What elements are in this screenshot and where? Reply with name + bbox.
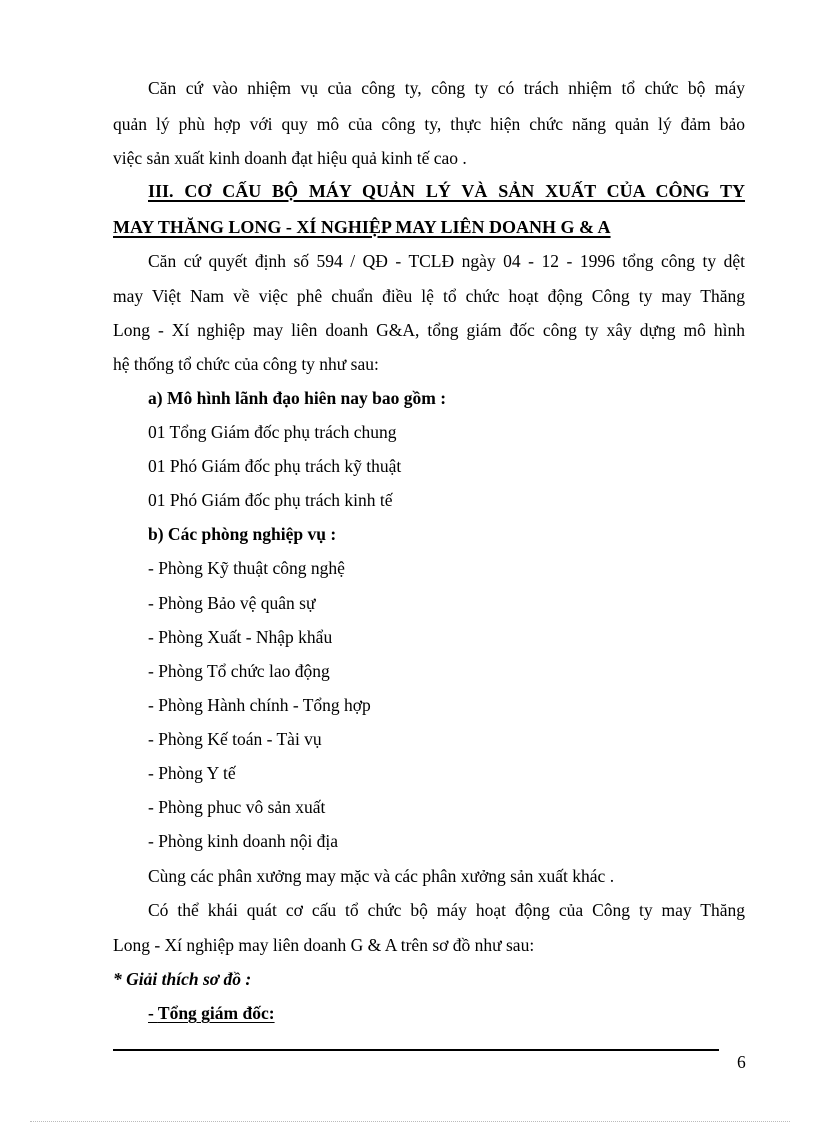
department-item: - Phòng Y tế — [148, 763, 236, 783]
departments-title: b) Các phòng nghiệp vụ : — [148, 524, 337, 544]
intro-line-2: quản lý phù hợp với quy mô của công ty, thực hiện chức năng quản lý đảm bảo — [113, 114, 745, 134]
page-number: 6 — [737, 1052, 746, 1072]
page-bottom-dotted-border — [30, 1121, 790, 1122]
department-item: - Phòng Kỹ thuật công nghệ — [148, 558, 345, 578]
department-item: - Phòng phuc vô sản xuất — [148, 797, 326, 817]
basis-line-1: Căn cứ quyết định số 594 / QĐ - TCLĐ ngày 04 - 12 - 1996 tổng công ty dệt — [148, 251, 745, 271]
overview-line-1: Có thể khái quát cơ cấu tổ chức bộ máy hoạt động của Công ty may Thăng — [148, 900, 745, 920]
department-item: - Phòng Hành chính - Tổng hợp — [148, 695, 371, 715]
workshops-line: Cùng các phân xưởng may mặc và các phân xưởng sản xuất khác . — [148, 866, 615, 886]
explain-sub-prefix: - — [148, 1003, 158, 1023]
department-item: - Phòng kinh doanh nội địa — [148, 831, 339, 851]
intro-line-3: việc sản xuất kinh doanh đạt hiệu quả kinh tế cao . — [113, 148, 467, 168]
section-heading-line-1: III. CƠ CẤU BỘ MÁY QUẢN LÝ VÀ SẢN XUẤT CỦA CÔNG TY — [148, 181, 745, 201]
explain-subheading — [148, 1001, 745, 1025]
department-item: - Phòng Bảo vệ quân sự — [148, 593, 316, 613]
leadership-title: a) Mô hình lãnh đạo hiên nay bao gồm : — [148, 388, 447, 408]
overview-line-2: Long - Xí nghiệp may liên doanh G & A trên sơ đồ như sau: — [113, 935, 535, 955]
basis-line-3: Long - Xí nghiệp may liên doanh G&A, tổng giám đốc công ty xây dựng mô hình — [113, 320, 745, 340]
department-item: - Phòng Kế toán - Tài vụ — [148, 729, 322, 749]
explain-title: * Giải thích sơ đồ : — [113, 969, 252, 989]
intro-line-1: Căn cứ vào nhiệm vụ của công ty, công ty có trách nhiệm tổ chức bộ máy — [148, 78, 745, 98]
basis-line-4: hệ thống tổ chức của công ty như sau: — [113, 354, 379, 374]
explain-sub-label: Tổng giám đốc: — [157, 1003, 275, 1023]
leadership-item: 01 Phó Giám đốc phụ trách kinh tế — [148, 490, 393, 510]
leadership-item: 01 Tổng Giám đốc phụ trách chung — [148, 422, 397, 442]
department-item: - Phòng Tổ chức lao động — [148, 661, 330, 681]
leadership-item: 01 Phó Giám đốc phụ trách kỹ thuật — [148, 456, 402, 476]
basis-line-2: may Việt Nam về việc phê chuẩn điều lệ tổ chức hoạt động Công ty may Thăng — [113, 286, 745, 306]
section-heading-line-2: MAY THĂNG LONG - XÍ NGHIỆP MAY LIÊN DOANH G & A — [113, 217, 611, 237]
footer-rule — [113, 1049, 719, 1051]
department-item: - Phòng Xuất - Nhập khẩu — [148, 627, 333, 647]
